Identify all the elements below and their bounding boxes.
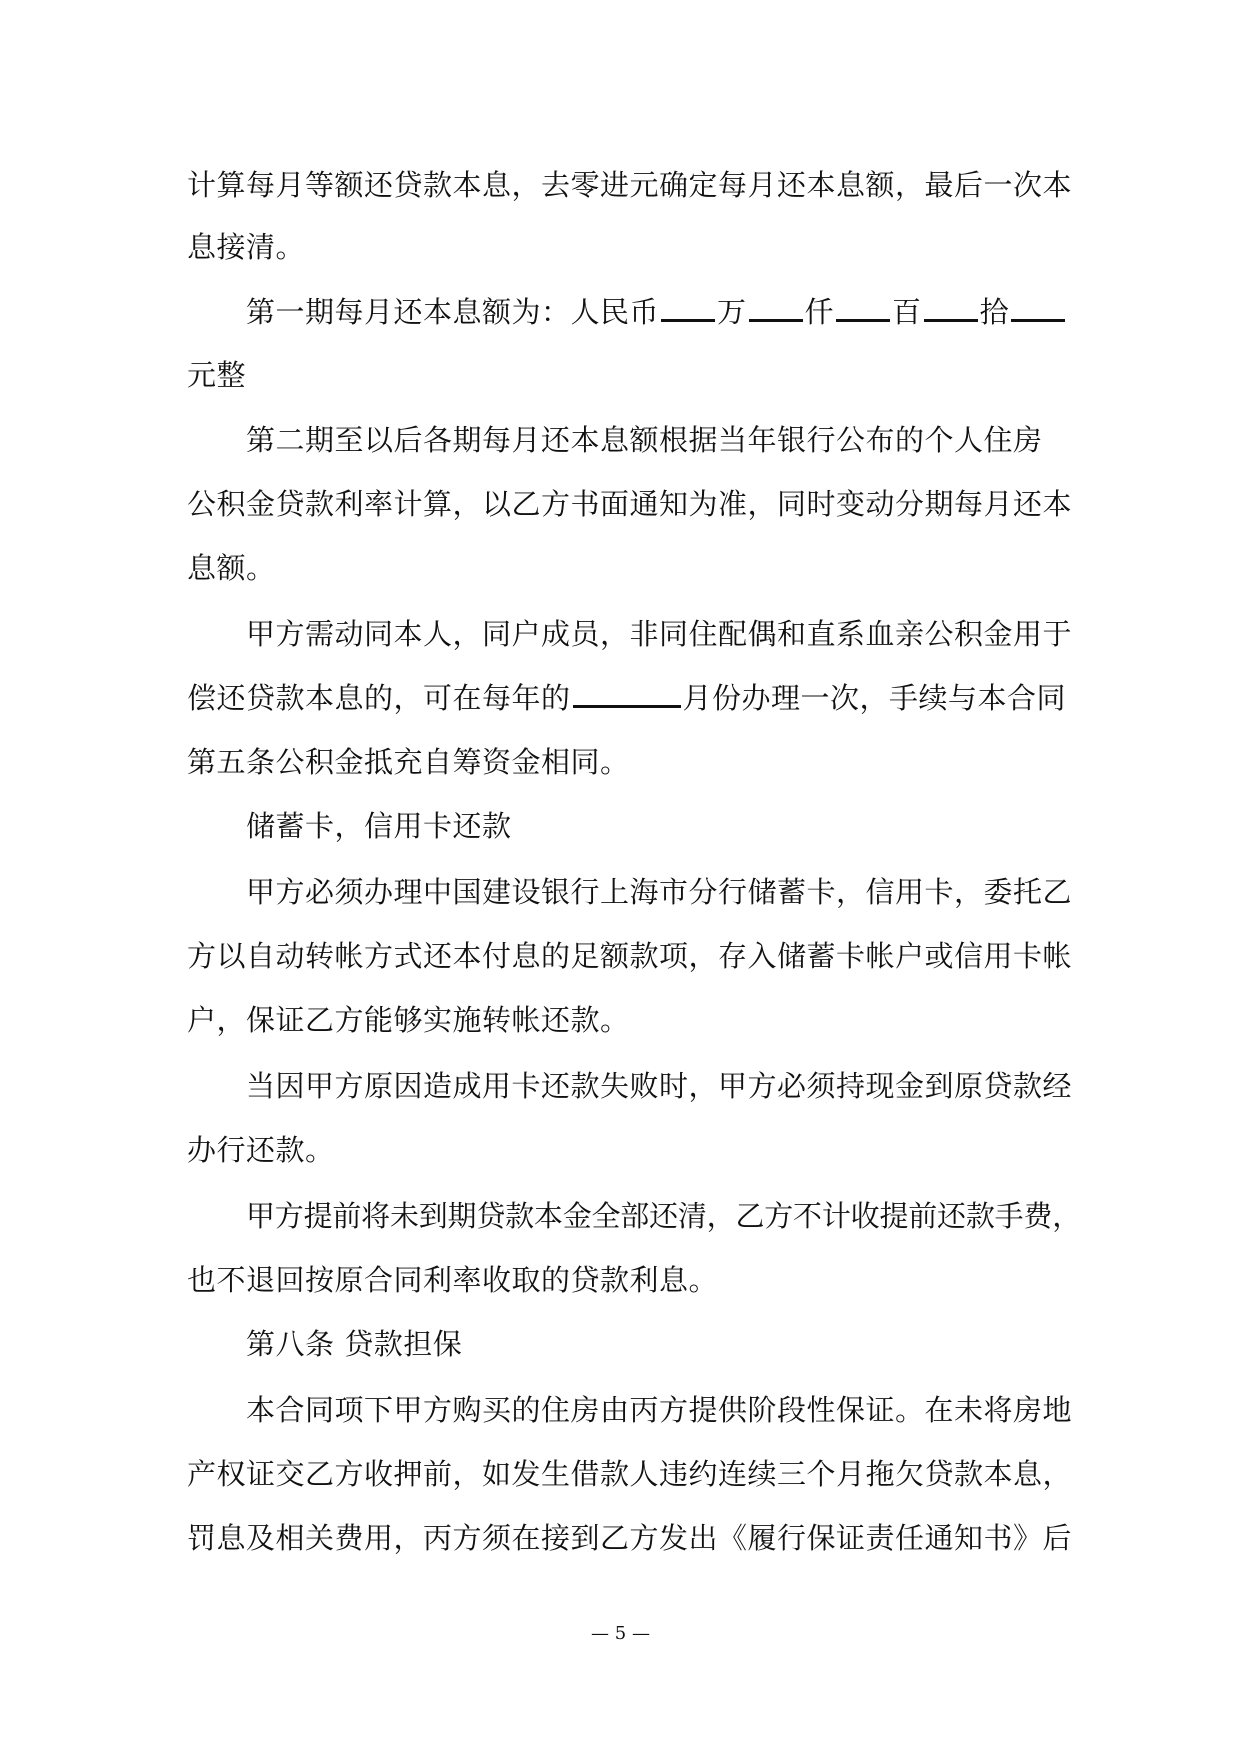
unit-label: 万 bbox=[717, 295, 747, 329]
paragraph-line: 息接清。 bbox=[187, 230, 306, 264]
payment-amount-line bbox=[246, 292, 1067, 332]
unit-label: 拾 bbox=[979, 295, 1010, 329]
payment-amount-label: 第一期每月还本息额为：人民币 bbox=[246, 295, 660, 329]
month-blank-line bbox=[187, 678, 1066, 718]
blank-field bbox=[836, 292, 890, 322]
blank-field bbox=[924, 292, 978, 322]
paragraph-line: 元整 bbox=[187, 358, 247, 392]
paragraph-line: 公积金贷款利率计算，以乙方书面通知为准，同时变动分期每月还本 bbox=[187, 487, 1073, 521]
article-heading: 第八条 贷款担保 bbox=[246, 1327, 463, 1361]
paragraph-line: 方以自动转帐方式还本付息的足额款项，存入储蓄卡帐户或信用卡帐 bbox=[187, 939, 1073, 973]
blank-field bbox=[573, 678, 681, 708]
paragraph-line: 罚息及相关费用，丙方须在接到乙方发出《履行保证责任通知书》后 bbox=[187, 1521, 1073, 1555]
paragraph-line: 当因甲方原因造成用卡还款失败时，甲方必须持现金到原贷款经 bbox=[246, 1069, 1073, 1103]
paragraph-line: 产权证交乙方收押前，如发生借款人违约连续三个月拖欠贷款本息， bbox=[187, 1457, 1073, 1491]
paragraph-line: 第二期至以后各期每月还本息额根据当年银行公布的个人住房 bbox=[246, 423, 1043, 457]
text-fragment: 偿还贷款本息的，可在每年的 bbox=[187, 681, 571, 715]
paragraph-line: 甲方提前将未到期贷款本金全部还清，乙方不计收提前还款手费， bbox=[246, 1199, 1081, 1233]
paragraph-line: 户，保证乙方能够实施转帐还款。 bbox=[187, 1003, 630, 1037]
paragraph-line: 第五条公积金抵充自筹资金相同。 bbox=[187, 745, 630, 779]
blank-field bbox=[661, 292, 715, 322]
paragraph-line: 息额。 bbox=[187, 551, 276, 585]
blank-field bbox=[749, 292, 803, 322]
paragraph-line: 计算每月等额还贷款本息，去零进元确定每月还本息额，最后一次本 bbox=[187, 168, 1073, 202]
text-fragment: 月份办理一次，手续与本合同 bbox=[682, 681, 1067, 715]
unit-label: 百 bbox=[892, 295, 922, 329]
blank-field bbox=[1011, 292, 1065, 322]
paragraph-line: 甲方必须办理中国建设银行上海市分行储蓄卡，信用卡，委托乙 bbox=[246, 875, 1073, 909]
paragraph-line: 本合同项下甲方购买的住房由丙方提供阶段性保证。在未将房地 bbox=[246, 1393, 1073, 1427]
page-number: — 5 — bbox=[591, 1623, 650, 1644]
paragraph-line: 甲方需动同本人，同户成员，非同住配偶和直系血亲公积金用于 bbox=[246, 617, 1073, 651]
paragraph-line: 办行还款。 bbox=[187, 1133, 335, 1167]
paragraph-line: 也不退回按原合同利率收取的贷款利息。 bbox=[187, 1263, 719, 1297]
section-heading: 储蓄卡，信用卡还款 bbox=[246, 809, 512, 843]
unit-label: 仟 bbox=[804, 295, 835, 329]
